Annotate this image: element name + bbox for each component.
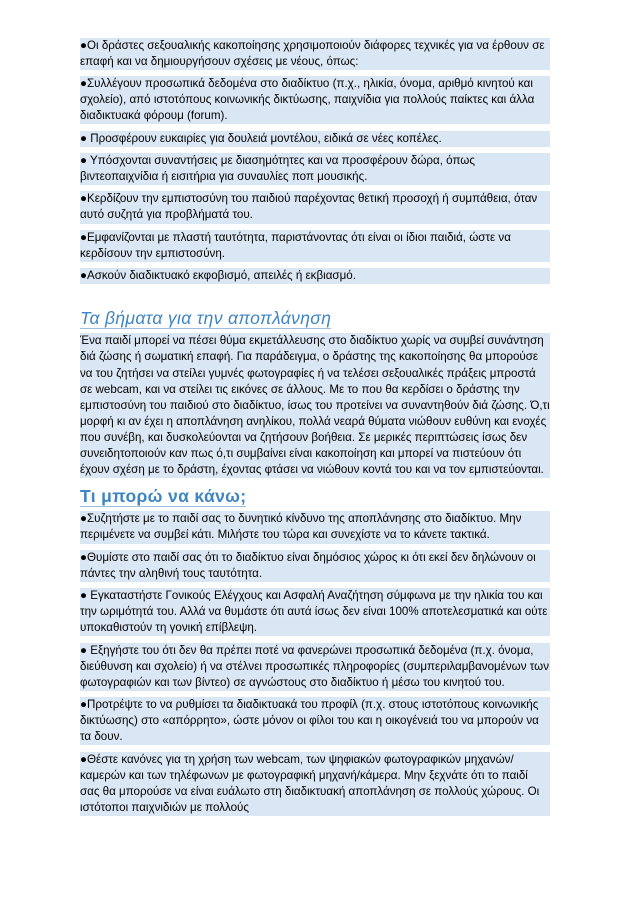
document-page bbox=[80, 38, 550, 822]
advice-paragraph-2: ●Θυμίστε στο παιδί σας ότι το διαδίκτυο είναι δημόσιος χώρος κι ότι εκεί δεν δηλώνουν οι πάντες την αληθινή τους ταυτότητα. bbox=[80, 550, 550, 582]
grooming-steps-paragraph: Ένα παιδί μπορεί να πέσει θύμα εκμετάλλευσης στο διαδίκτυο χωρίς να συμβεί συνάντηση διά ζώσης ή σωματική επαφή. Για παράδειγμα, ο δράστης της κακοποίησης θα μπορούσε να του ζητήσει να στείλει γυμνές φωτογραφίες ή να τελέσει σεξουαλικές πράξεις μπροστά σε webcam, και να στείλει τις εικόνες σε άλλους. Με το που θα κερδίσει ο δράστης την εμπιστοσύνη του παιδιού στο διαδίκτυο, ίσως του προτείνει να συναντηθούν διά ζώσης. Ό,τι μορφή κι αν έχει η αποπλάνηση ανηλίκου, πολλά νεαρά θύματα νιώθουν ευθύνη και ενοχές που συνέβη, και δυσκολεύονται να ζητήσουν βοήθεια. Σε μερικές περιπτώσεις ίσως δεν συνειδητοποιούν καν πως ό,τι συμβαίνει είναι κακοποίηση και μπορεί να πιστεύουν ότι έχουν σχέση με το δράστη, έχοντας φτάσει να νιώθουν κοντά του και να τον εμπιστεύονται. bbox=[80, 333, 550, 478]
intro-paragraph-2: ●Συλλέγουν προσωπικά δεδομένα στο διαδίκτυο (π.χ., ηλικία, όνομα, αριθμό κινητού και σχολείο), από ιστοτόπους κοινωνικής δικτύωσης, παιχνίδια για πολλούς παίκτες και άλλα διαδικτυακά φόρουμ (forum). bbox=[80, 76, 550, 124]
advice-paragraph-3: ● Εγκαταστήστε Γονικούς Ελέγχους και Ασφαλή Αναζήτηση σύμφωνα με την ηλικία του και την ωριμότητά του. Αλλά να θυμάστε ότι αυτά ίσως δεν είναι 100% αποτελεσματικά και ούτε υποκαθιστούν τη γονική επίβλεψη. bbox=[80, 588, 550, 636]
advice-paragraph-1: ●Συζητήστε με το παιδί σας το δυνητικό κίνδυνο της αποπλάνησης στο διαδίκτυο. Μην περιμένετε να συμβεί κάτι. Μιλήστε του τώρα και συνεχίστε να το κάνετε τακτικά. bbox=[80, 511, 550, 543]
intro-paragraph-1: ●Οι δράστες σεξουαλικής κακοποίησης χρησιμοποιούν διάφορες τεχνικές για να έρθουν σε επαφή και να δημιουργήσουν σχέσεις με νέους, όπως: bbox=[80, 38, 550, 70]
intro-paragraph-3: ● Προσφέρουν ευκαιρίες για δουλειά μοντέλου, ειδικά σε νέες κοπέλες. bbox=[80, 131, 550, 147]
advice-paragraph-4: ● Εξηγήστε του ότι δεν θα πρέπει ποτέ να φανερώνει προσωπικά δεδομένα (π.χ. όνομα, διεύθυνση και σχολείο) ή να στέλνει προσωπικές πληροφορίες (συμπεριλαμβανομένων των φωτογραφιών και των βίντεο) σε αγνώστους στο διαδίκτυο ή μέσω του κινητού του. bbox=[80, 643, 550, 691]
advice-paragraph-5: ●Προτρέψτε το να ρυθμίσει τα διαδικτυακά του προφίλ (π.χ. στους ιστοτόπους κοινωνικής δικτύωσης) στο «απόρρητο», ώστε μόνον οι φίλοι του και η οικογένειά του να μπορούν να τα δουν. bbox=[80, 697, 550, 745]
advice-paragraph-6: ●Θέστε κανόνες για τη χρήση των webcam, των ψηφιακών φωτογραφικών μηχανών/καμερών και των τηλέφωνων με φωτογραφική μηχανή/κάμερα. Μην ξεχνάτε ότι το παιδί σας θα μπορούσε να είναι ευάλωτο στη διαδικτυακή αποπλάνηση σε πολλούς χώρους. Οι ιστότοποι παιχνιδιών με πολλούς bbox=[80, 752, 550, 816]
intro-paragraph-4: ● Υπόσχονται συναντήσεις με διασημότητες και να προσφέρουν δώρα, όπως βιντεοπαιχνίδια ή εισιτήρια για συναυλίες ποπ μουσικής. bbox=[80, 153, 550, 185]
intro-paragraph-6: ●Εμφανίζονται με πλαστή ταυτότητα, παριστάνοντας ότι είναι οι ίδιοι παιδιά, ώστε να κερδίσουν την εμπιστοσύνη. bbox=[80, 230, 550, 262]
intro-paragraph-5: ●Κερδίζουν την εμπιστοσύνη του παιδιού παρέχοντας θετική προσοχή ή συμπάθεια, όταν αυτό συζητά για προβλήματά του. bbox=[80, 191, 550, 223]
section-heading-grooming-steps: Τα βήματα για την αποπλάνηση bbox=[80, 308, 332, 329]
intro-paragraph-7: ●Ασκούν διαδικτυακό εκφοβισμό, απειλές ή εκβιασμό. bbox=[80, 268, 550, 284]
section-heading-what-can-i-do: Τι μπορώ να κάνω; bbox=[80, 486, 247, 507]
